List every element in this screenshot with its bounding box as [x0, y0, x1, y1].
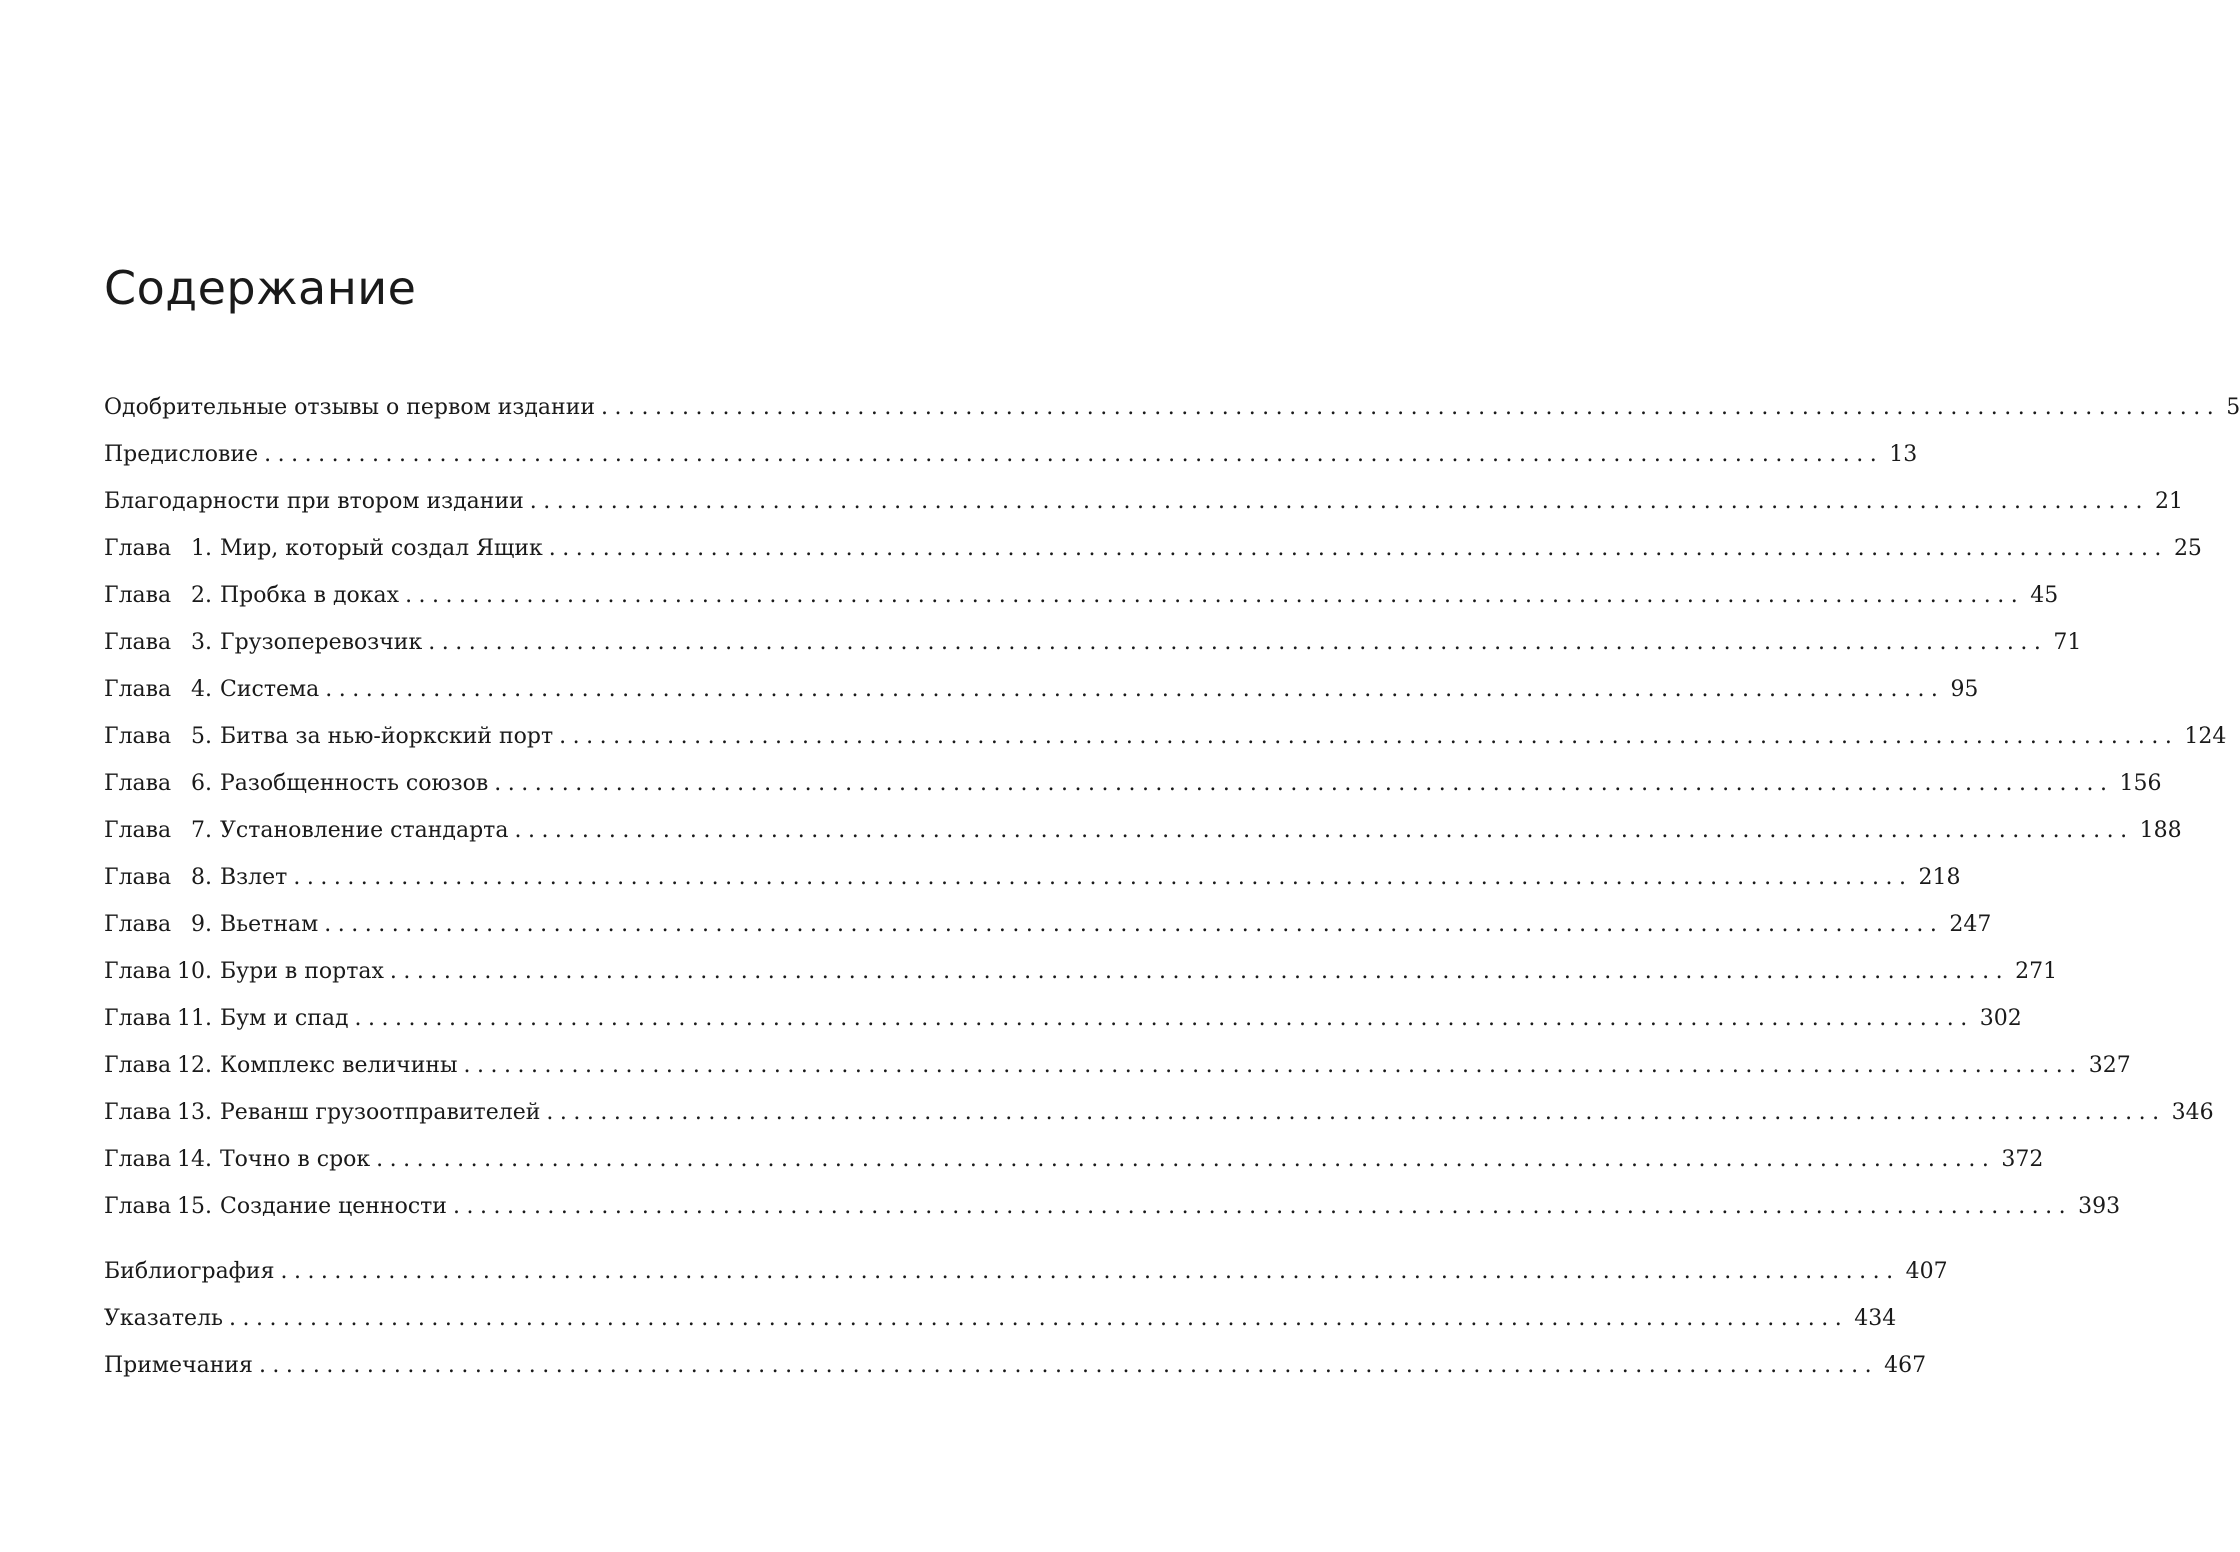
toc-entry-chapter-13[interactable]: [104, 1089, 2214, 1136]
chapter-number: 11 .: [174, 995, 212, 1042]
toc-entry-page: 302: [1979, 1006, 2022, 1031]
toc-entry-title: Одобрительные отзывы о первом издании: [104, 395, 596, 420]
toc-entry-chapter-9[interactable]: [104, 901, 1992, 948]
chapter-number: 9 .: [174, 901, 212, 948]
toc-entry-page: 95: [1950, 677, 1979, 702]
toc-entry-page: 327: [2088, 1053, 2131, 1078]
toc-entry-title: Примечания: [104, 1353, 253, 1378]
toc-entry-page: 124: [2184, 724, 2227, 749]
toc-entry-page: 271: [2015, 959, 2058, 984]
chapter-word: Глава: [104, 677, 172, 702]
toc-entry-back-index[interactable]: [104, 1295, 1897, 1342]
toc-entry-chapter-7[interactable]: [104, 807, 2182, 854]
toc-entry-page: 25: [2173, 536, 2202, 561]
toc-entry-title: Реванш грузоотправителей: [220, 1100, 541, 1125]
chapter-number: 15 .: [174, 1183, 212, 1230]
toc-entry-page: 13: [1889, 442, 1918, 467]
dot-leader: ........................................................................................................................: [601, 395, 2221, 420]
dot-leader: ........................................................................................................................: [264, 442, 1884, 467]
chapter-word: Глава: [104, 630, 172, 655]
chapter-word: Глава: [104, 1053, 172, 1078]
toc-entry-page: 188: [2139, 818, 2182, 843]
chapter-number: 1 .: [174, 525, 212, 572]
dot-leader: ........................................................................................................................: [529, 489, 2149, 514]
chapter-word: Глава: [104, 865, 172, 890]
chapter-number: 3 .: [174, 619, 212, 666]
toc-entry-page: 45: [2030, 583, 2059, 608]
toc-entry-page: 407: [1905, 1259, 1948, 1284]
toc-entry-chapter-10[interactable]: [104, 948, 2058, 995]
toc-entry-page: 393: [2078, 1194, 2121, 1219]
dot-leader: ........................................................................................................................: [494, 771, 2114, 796]
chapter-number: 7 .: [174, 807, 212, 854]
dot-leader: ........................................................................................................................: [428, 630, 2048, 655]
toc-entry-page: 71: [2053, 630, 2082, 655]
toc-entry-title: Пробка в доках: [220, 583, 400, 608]
dot-leader: ........................................................................................................................: [376, 1147, 1996, 1172]
dot-leader: ........................................................................................................................: [324, 912, 1944, 937]
dot-leader: ........................................................................................................................: [548, 536, 2168, 561]
toc-entry-title: Бури в портах: [220, 959, 384, 984]
toc-entry-title: Взлет: [220, 865, 288, 890]
chapter-number: 12 .: [174, 1042, 212, 1089]
chapter-number: 4 .: [174, 666, 212, 713]
dot-leader: ........................................................................................................................: [514, 818, 2134, 843]
page-title: Содержание: [104, 261, 417, 315]
toc-entry-chapter-4[interactable]: [104, 666, 1979, 713]
toc-entry-title: Грузоперевозчик: [220, 630, 423, 655]
chapter-word: Глава: [104, 1194, 172, 1219]
toc-entry-chapter-8[interactable]: [104, 854, 1961, 901]
toc-entry-page: 372: [2001, 1147, 2044, 1172]
toc-entry-title: Указатель: [104, 1306, 224, 1331]
toc-entry-chapter-6[interactable]: [104, 760, 2162, 807]
dot-leader: ........................................................................................................................: [559, 724, 2179, 749]
dot-leader: ........................................................................................................................: [280, 1259, 1900, 1284]
toc-entry-page: 218: [1918, 865, 1961, 890]
toc-entry-front-acknowledgements[interactable]: [104, 478, 2183, 525]
toc-entry-title: Бум и спад: [220, 1006, 349, 1031]
toc-entry-chapter-1[interactable]: [104, 525, 2202, 572]
toc-entry-title: Разобщенность союзов: [220, 771, 489, 796]
toc-entry-chapter-5[interactable]: [104, 713, 2227, 760]
chapter-number: 5 .: [174, 713, 212, 760]
toc-entry-title: Система: [220, 677, 320, 702]
chapter-word: Глава: [104, 912, 172, 937]
dot-leader: ........................................................................................................................: [463, 1053, 2083, 1078]
chapter-word: Глава: [104, 536, 172, 561]
toc-entry-title: Благодарности при втором издании: [104, 489, 524, 514]
toc-entry-title: Предисловие: [104, 442, 259, 467]
toc-entry-title: Установление стандарта: [220, 818, 509, 843]
dot-leader: ........................................................................................................................: [354, 1006, 1974, 1031]
toc-entry-chapter-2[interactable]: [104, 572, 2059, 619]
toc-entry-title: Библиография: [104, 1259, 275, 1284]
dot-leader: ........................................................................................................................: [546, 1100, 2166, 1125]
chapter-number: 10 .: [174, 948, 212, 995]
dot-leader: ........................................................................................................................: [405, 583, 2025, 608]
chapter-number: 14 .: [174, 1136, 212, 1183]
toc-entry-title: Вьетнам: [220, 912, 319, 937]
toc-entry-chapter-11[interactable]: [104, 995, 2022, 1042]
chapter-word: Глава: [104, 724, 172, 749]
chapter-word: Глава: [104, 583, 172, 608]
toc-entry-page: 247: [1949, 912, 1992, 937]
toc-entry-page: 5: [2226, 395, 2240, 420]
toc-entry-page: 467: [1884, 1353, 1927, 1378]
chapter-word: Глава: [104, 771, 172, 796]
table-of-contents: [104, 384, 2240, 1389]
toc-entry-front-reviews[interactable]: [104, 384, 2240, 431]
chapter-number: 13 .: [174, 1089, 212, 1136]
toc-entry-page: 434: [1854, 1306, 1897, 1331]
toc-entry-title: Создание ценности: [220, 1194, 447, 1219]
toc-entry-page: 21: [2154, 489, 2183, 514]
dot-leader: ........................................................................................................................: [389, 959, 2010, 984]
chapter-number: 2 .: [174, 572, 212, 619]
toc-entry-title: Точно в срок: [220, 1147, 371, 1172]
chapter-number: 8 .: [174, 854, 212, 901]
chapter-word: Глава: [104, 959, 172, 984]
toc-entry-chapter-12[interactable]: [104, 1042, 2131, 1089]
dot-leader: ........................................................................................................................: [229, 1306, 1849, 1331]
chapter-number: 6 .: [174, 760, 212, 807]
toc-entry-back-bibliography[interactable]: [104, 1248, 1948, 1295]
dot-leader: ........................................................................................................................: [258, 1353, 1879, 1378]
dot-leader: ........................................................................................................................: [325, 677, 1945, 702]
toc-entry-title: Мир, который создал Ящик: [220, 536, 543, 561]
chapter-word: Глава: [104, 1006, 172, 1031]
dot-leader: ........................................................................................................................: [293, 865, 1913, 890]
chapter-word: Глава: [104, 1100, 172, 1125]
toc-entry-page: 156: [2119, 771, 2162, 796]
toc-entry-chapter-15[interactable]: [104, 1183, 2121, 1230]
toc-entry-title: Битва за нью-йоркский порт: [220, 724, 554, 749]
toc-entry-page: 346: [2171, 1100, 2214, 1125]
toc-entry-title: Комплекс величины: [220, 1053, 458, 1078]
chapter-word: Глава: [104, 1147, 172, 1172]
chapter-word: Глава: [104, 818, 172, 843]
toc-entry-front-preface[interactable]: [104, 431, 1918, 478]
toc-entry-chapter-14[interactable]: [104, 1136, 2044, 1183]
dot-leader: ........................................................................................................................: [452, 1194, 2073, 1219]
toc-entry-back-notes[interactable]: [104, 1342, 1927, 1389]
toc-entry-chapter-3[interactable]: [104, 619, 2082, 666]
